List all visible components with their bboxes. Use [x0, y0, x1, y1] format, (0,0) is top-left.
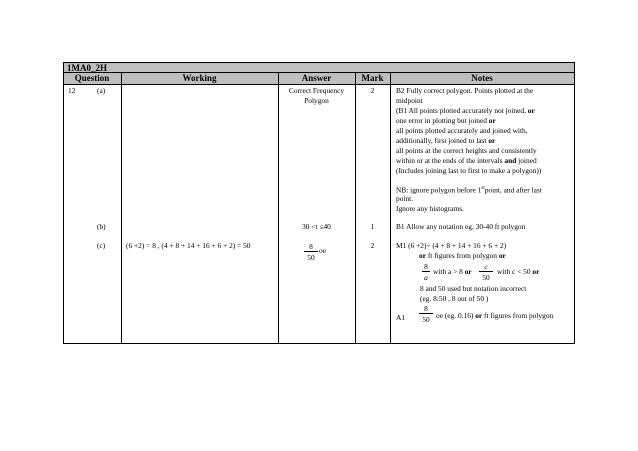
notes-a-line: all points at the correct heights and consistently: [396, 146, 537, 155]
a1-text: [436, 311, 553, 321]
m1-line: [419, 251, 506, 261]
fraction-bar: [419, 313, 433, 314]
fraction-denominator: 50: [482, 273, 490, 282]
or-keyword: or: [488, 116, 496, 125]
and-keyword: and: [504, 156, 517, 165]
or-keyword: or: [527, 106, 535, 115]
notes-a-line: [396, 156, 537, 166]
nb-text: point, and after last: [484, 185, 542, 195]
column-divider: [278, 84, 279, 344]
column-header-answer: Answer: [301, 73, 332, 83]
notes-a-line: midpoint: [396, 96, 423, 105]
column-divider: [355, 84, 356, 344]
m1-condition: [497, 267, 539, 277]
m1-text: with a > 8: [433, 267, 463, 276]
mark-b: 1: [370, 222, 375, 231]
fraction-bar: [304, 251, 318, 252]
table-left-border: [63, 62, 64, 344]
m1-fraction-c-over-50: [479, 262, 493, 282]
a1-label: A1: [396, 313, 406, 322]
column-header-question: Question: [74, 73, 110, 83]
notes-a-line: (Includes joining last to first to make a polygon)): [396, 166, 542, 175]
question-number: 12: [68, 86, 76, 95]
header-bottom-border: [63, 84, 575, 85]
working-c: (6 +2) = 8 , (4 + 8 + 14 + 16 + 6 + 2) = 50: [126, 241, 251, 250]
m1-line: (eg. 8:50 , 8 out of 50 ): [420, 294, 489, 303]
column-divider: [121, 84, 122, 344]
notes-a-line: [396, 116, 496, 126]
notes-a-line: [396, 106, 535, 116]
mark-c: 2: [370, 241, 375, 250]
fraction-numerator: 8: [309, 242, 313, 251]
column-header-notes: Notes: [471, 73, 493, 83]
a1-fraction: [419, 304, 433, 324]
notes-a-text: within or at the ends of the intervals: [396, 156, 503, 165]
m1-text: ft figures from polygon: [425, 251, 499, 260]
notes-a-text: one error in plotting but joined: [396, 116, 487, 125]
fraction-denominator: 50: [422, 315, 430, 324]
fraction-numerator: 8: [424, 304, 428, 313]
question-part-a: (a): [97, 86, 106, 95]
notes-a-line: B2 Fully correct polygon. Points plotted at the: [396, 86, 534, 95]
nb-line: [396, 184, 542, 195]
nb-line: Ignore any histograms.: [396, 204, 464, 213]
answer-c-suffix: oe: [319, 246, 326, 255]
or-keyword: or: [488, 136, 496, 145]
fraction-numerator: 8: [424, 262, 428, 271]
question-part-b: (b): [97, 222, 106, 231]
notes-a-line: [396, 136, 495, 146]
or-keyword: or: [475, 311, 483, 320]
m1-line: 8 and 50 used but notation incorrect: [420, 284, 527, 293]
answer-c-fraction: [304, 242, 318, 262]
fraction-denominator: 50: [307, 253, 315, 262]
m1-fraction-8-over-a: [422, 262, 430, 282]
notes-a-text: (B1 All points plotted accurately not joined,: [396, 106, 526, 115]
answer-a-line1: Correct Frequency: [288, 86, 345, 95]
table-top-border: [63, 62, 575, 63]
or-keyword: or: [419, 251, 426, 260]
answer-b: 30 <t ≤40: [302, 222, 331, 231]
fraction-bar: [422, 271, 430, 272]
column-header-mark: Mark: [361, 73, 384, 83]
a1-text-part: ft figures from polygon: [482, 311, 554, 320]
fraction-denominator: a: [424, 273, 428, 282]
notes-a-text: additionally, first joined to last: [396, 136, 487, 145]
or-keyword: or: [464, 267, 472, 276]
column-header-working: Working: [182, 73, 217, 83]
m1-condition: [433, 267, 472, 277]
notes-a-line: all points plotted accurately and joined with,: [396, 126, 528, 135]
or-keyword: or: [498, 251, 506, 260]
notes-b: B1 Allow any notation eg, 30-40 ft polygon: [396, 222, 526, 231]
mark-a: 2: [370, 86, 375, 95]
m1-line: M1 (6 +2)÷ (4 + 8 + 14 + 16 + 6 + 2): [396, 241, 507, 250]
table-right-border: [574, 62, 575, 344]
paper-code: 1MA0_2H: [67, 63, 107, 73]
nb-line: point.: [396, 194, 414, 203]
table-bottom-border: [63, 343, 575, 344]
fraction-bar: [479, 271, 493, 272]
nb-text: NB: ignore polygon before 1: [396, 185, 482, 195]
fraction-numerator: c: [484, 262, 488, 271]
notes-a-text: joined: [518, 156, 537, 165]
question-part-c: (c): [97, 241, 106, 250]
m1-text: with c < 50: [497, 267, 531, 276]
a1-text-part: oe (eg. 0.16): [436, 311, 476, 320]
column-divider: [390, 84, 391, 344]
nb-superscript: st: [481, 186, 485, 191]
or-keyword: or: [532, 267, 540, 276]
answer-a-line2: Polygon: [304, 96, 329, 105]
